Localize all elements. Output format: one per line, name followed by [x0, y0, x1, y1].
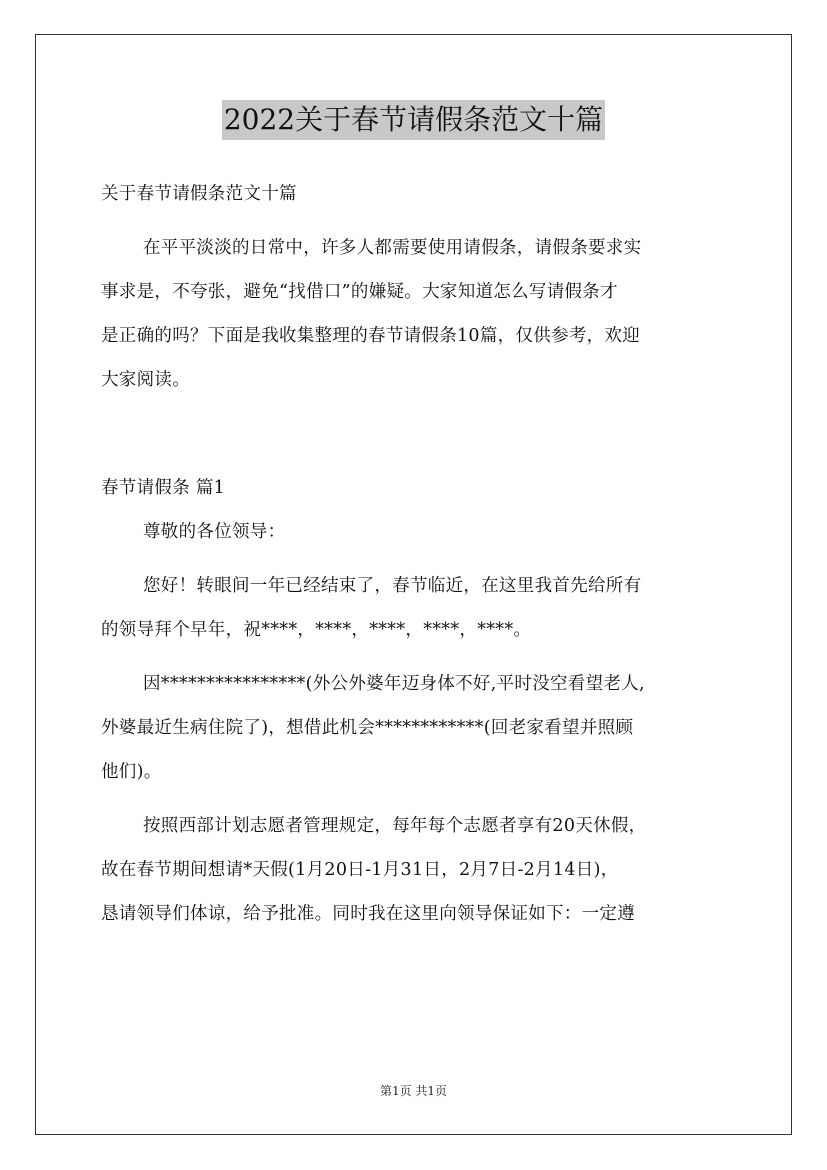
document-subtitle: 关于春节请假条范文十篇	[101, 184, 297, 204]
paragraph-line: 恳请领导们体谅，给予批准。同时我在这里向领导保证如下：一定遵	[101, 904, 635, 924]
paragraph-line: 因****************(外公外婆年迈身体不好,平时没空看望老人,	[143, 674, 645, 694]
paragraph-line: 外婆最近生病住院了)，想借此机会************(回老家看望并照顾	[101, 718, 634, 738]
paragraph-line: 的领导拜个早年，祝****，****，****，****，****。	[101, 620, 532, 640]
document-body	[101, 172, 731, 936]
intro-line: 是正确的吗？下面是我收集整理的春节请假条10篇，仅供参考，欢迎	[101, 326, 641, 346]
intro-line: 大家阅读。	[101, 370, 190, 390]
section-heading: 春节请假条 篇1	[101, 478, 226, 498]
paragraph-line: 他们)。	[101, 762, 162, 782]
paragraph-line: 按照西部计划志愿者管理规定，每年每个志愿者享有20天休假，	[143, 816, 647, 836]
paragraph-line: 您好！转眼间一年已经结束了，春节临近，在这里我首先给所有	[143, 576, 642, 596]
intro-line: 事求是，不夸张，避免“找借口”的嫌疑。大家知道怎么写请假条才	[101, 282, 618, 302]
page-footer: 第1页 共1页	[379, 1084, 448, 1098]
document-title: 2022关于春节请假条范文十篇	[222, 100, 605, 140]
greeting: 尊敬的各位领导：	[143, 522, 286, 542]
title-wrap	[0, 100, 827, 140]
intro-line: 在平平淡淡的日常中，许多人都需要使用请假条，请假条要求实	[143, 238, 642, 258]
paragraph-line: 故在春节期间想请*天假(1月20日-1月31日，2月7日-2月14日)，	[101, 860, 619, 880]
